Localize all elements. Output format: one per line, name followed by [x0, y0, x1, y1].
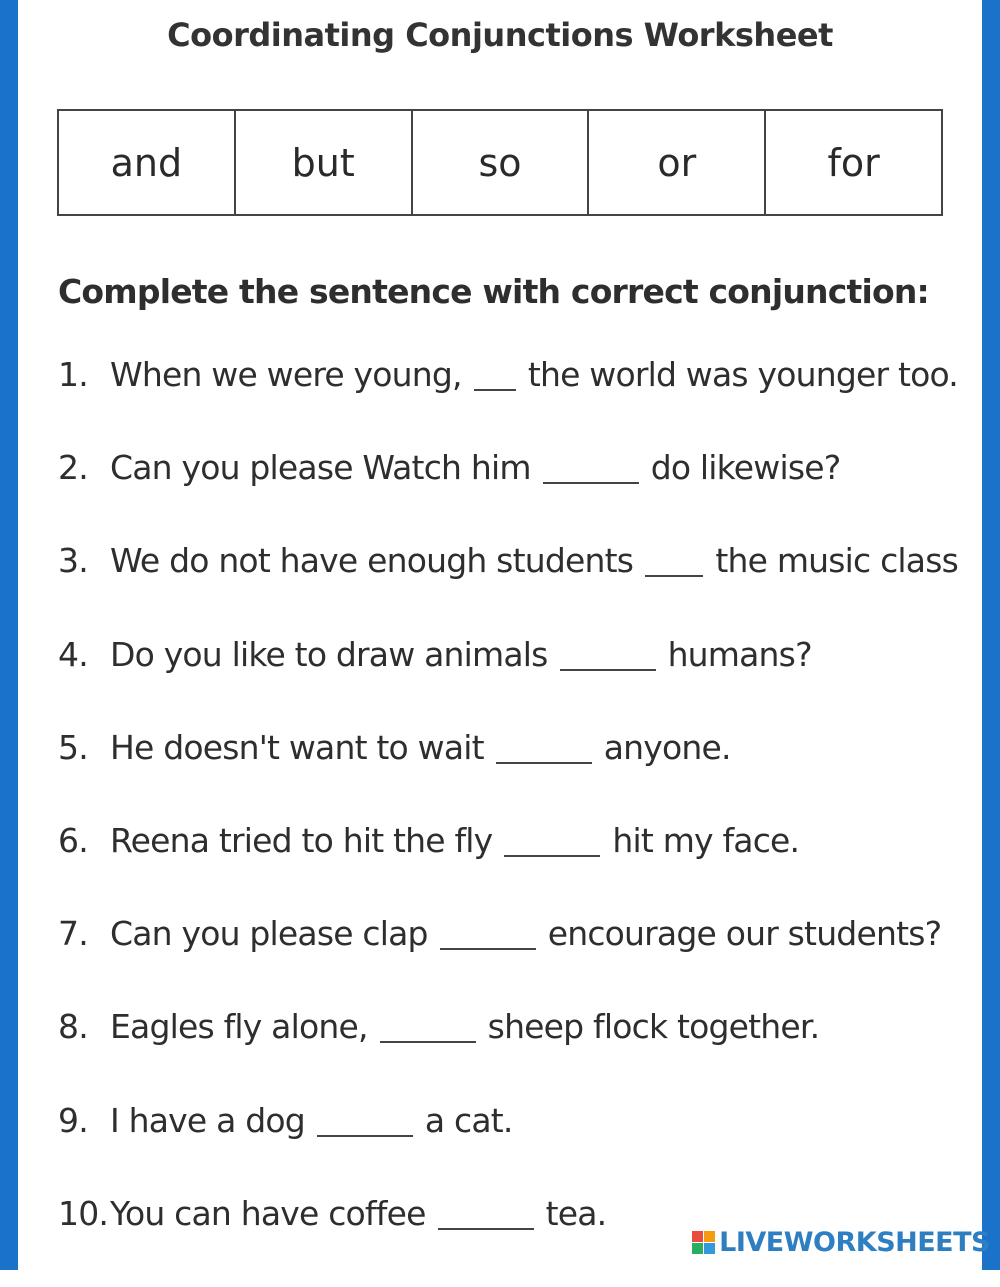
question-text-before: I have a dog — [110, 1100, 305, 1140]
liveworksheets-watermark — [692, 1227, 990, 1258]
question-number: 1. — [58, 355, 88, 394]
question-item — [58, 728, 958, 821]
question-text-after: a cat. — [424, 1100, 513, 1140]
question-number: 2. — [58, 448, 88, 488]
liveworksheets-logo-icon — [692, 1231, 715, 1254]
question-text-before: We do not have enough students — [110, 541, 634, 581]
answer-blank[interactable] — [560, 635, 656, 671]
question-text-after: anyone. — [603, 727, 731, 767]
question-text-before: He doesn't want to wait — [110, 727, 484, 767]
word-bank-cell: for — [765, 110, 942, 215]
question-text-after: sheep flock together. — [487, 1007, 820, 1047]
question-item — [58, 1101, 958, 1194]
question-text-after: the world was younger too. — [527, 355, 958, 394]
question-number: 5. — [58, 727, 88, 767]
answer-blank[interactable] — [380, 1007, 476, 1043]
question-text-after: humans? — [667, 634, 812, 674]
question-text-before: Reena tried to hit the fly — [110, 820, 493, 860]
question-item — [58, 914, 958, 1007]
answer-blank[interactable] — [645, 541, 703, 577]
answer-blank[interactable] — [504, 821, 600, 857]
watermark-text: LIVEWORKSHEETS — [719, 1227, 990, 1258]
answer-blank[interactable] — [543, 448, 639, 484]
question-text-after: hit my face. — [612, 820, 800, 860]
question-item — [58, 1007, 958, 1100]
question-text-before: Can you please Watch him — [110, 448, 531, 488]
question-text-after: tea. — [545, 1193, 607, 1233]
instructions: Complete the sentence with correct conjunction: — [58, 272, 929, 311]
answer-blank[interactable] — [317, 1101, 413, 1137]
left-frame-bar — [0, 0, 18, 1270]
answer-blank[interactable] — [438, 1194, 534, 1230]
question-text-after: encourage our students? — [547, 914, 942, 954]
question-number: 6. — [58, 820, 88, 860]
word-bank-cell: but — [235, 110, 412, 215]
question-text-before: You can have coffee — [110, 1193, 426, 1233]
question-item — [58, 635, 958, 728]
answer-blank[interactable] — [496, 728, 592, 764]
question-number: 9. — [58, 1100, 88, 1140]
question-item — [58, 448, 958, 541]
answer-blank[interactable] — [440, 914, 536, 950]
question-text-before: When we were young, — [110, 355, 462, 394]
question-number: 8. — [58, 1007, 88, 1047]
question-text-before: Can you please clap — [110, 914, 428, 954]
question-text-after: do likewise? — [650, 448, 841, 488]
question-text-after: the music class — [715, 541, 958, 581]
word-bank-cell: or — [588, 110, 765, 215]
question-number: 7. — [58, 914, 88, 954]
word-bank-table — [57, 109, 943, 216]
question-number: 3. — [58, 541, 88, 581]
word-bank-cell: so — [412, 110, 589, 215]
question-number: 4. — [58, 634, 88, 674]
question-number: 10. — [58, 1193, 109, 1233]
right-frame-bar — [982, 0, 1000, 1270]
answer-blank[interactable] — [474, 355, 516, 391]
question-item — [58, 355, 958, 448]
question-list — [58, 355, 958, 1287]
question-text-before: Eagles fly alone, — [110, 1007, 368, 1047]
worksheet-title: Coordinating Conjunctions Worksheet — [167, 16, 833, 54]
question-item — [58, 541, 958, 634]
question-item — [58, 821, 958, 914]
question-text-before: Do you like to draw animals — [110, 634, 548, 674]
word-bank-cell: and — [58, 110, 235, 215]
